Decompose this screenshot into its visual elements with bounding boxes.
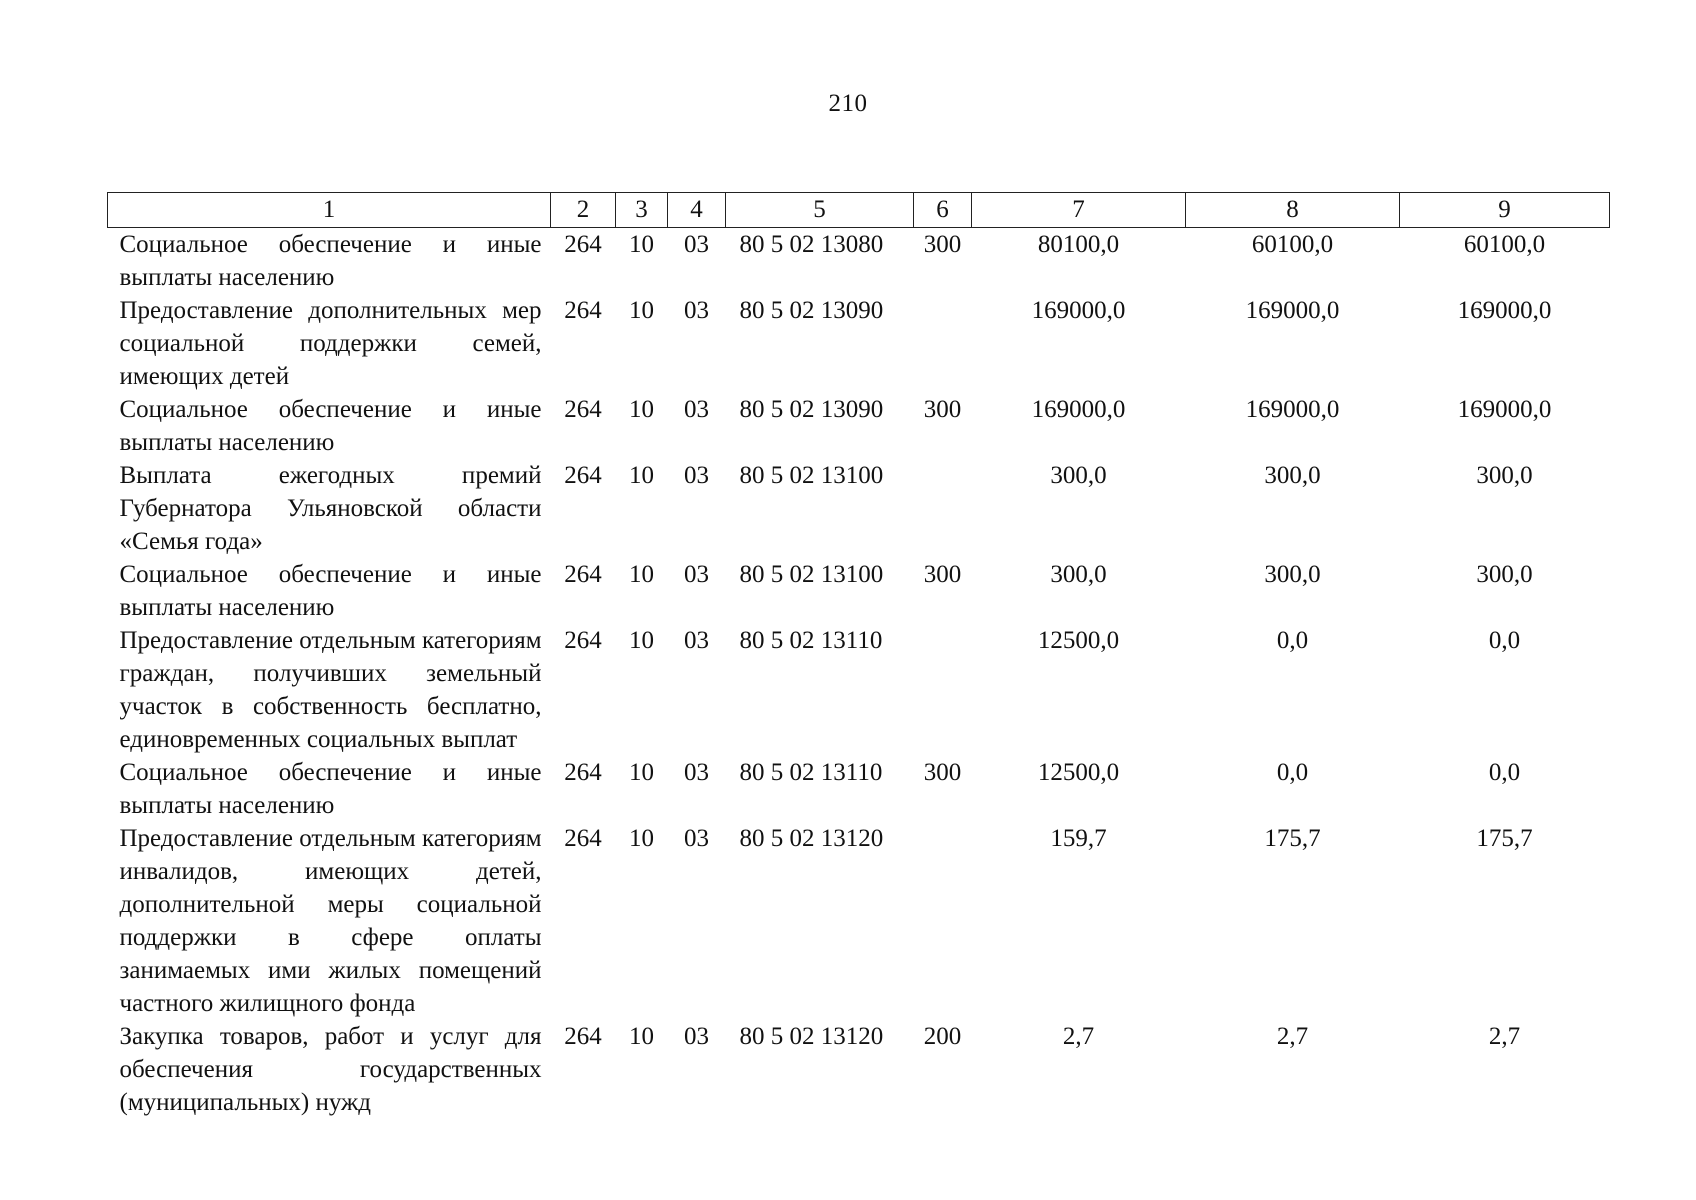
table-row (108, 624, 1610, 756)
column-header-6: 6 (914, 193, 972, 228)
cell-expense-type: 300 (923, 759, 962, 786)
cell-amount-7: 12500,0 (1037, 627, 1120, 654)
cell-section: 10 (629, 627, 654, 654)
table-row (108, 822, 1610, 1020)
cell-subsection: 03 (684, 396, 709, 423)
row-description: Предоставление отдельным категориям инвалидов, имеющих детей, дополнительной меры социальной поддержки в сфере оплаты занимаемых ими жилых помещений частного жилищного фонда (119, 825, 542, 1017)
cell-target-article: 80 5 02 13120 (739, 825, 884, 852)
cell-amount-8: 0,0 (1276, 627, 1309, 654)
column-header-5: 5 (726, 193, 914, 228)
table-row (108, 228, 1610, 295)
cell-section: 10 (629, 231, 654, 258)
cell-target-article: 80 5 02 13080 (739, 231, 884, 258)
cell-expense-type (914, 294, 972, 393)
column-header-9: 9 (1400, 193, 1610, 228)
cell-subsection: 03 (684, 297, 709, 324)
cell-amount-9: 175,7 (1476, 825, 1533, 852)
cell-section: 10 (629, 462, 654, 489)
cell-amount-7: 2,7 (1062, 1023, 1095, 1050)
cell-admin-code: 264 (564, 1023, 602, 1050)
cell-amount-9: 300,0 (1476, 561, 1533, 588)
cell-amount-8: 300,0 (1264, 561, 1321, 588)
cell-target-article: 80 5 02 13090 (739, 297, 884, 324)
cell-section: 10 (629, 297, 654, 324)
cell-expense-type (914, 822, 972, 1020)
cell-subsection: 03 (684, 825, 709, 852)
table-header (108, 193, 1610, 228)
cell-subsection: 03 (684, 231, 709, 258)
cell-admin-code: 264 (564, 627, 602, 654)
row-description: Социальное обеспечение и иные выплаты населению (119, 561, 542, 621)
column-header-7: 7 (972, 193, 1186, 228)
cell-amount-8: 169000,0 (1245, 297, 1340, 324)
table-row (108, 1020, 1610, 1119)
row-description: Предоставление отдельным категориям граждан, получивших земельный участок в собственность бесплатно, единовременных социальных выплат (119, 627, 542, 753)
cell-amount-7: 80100,0 (1037, 231, 1120, 258)
cell-target-article: 80 5 02 13100 (739, 561, 884, 588)
cell-target-article: 80 5 02 13120 (739, 1023, 884, 1050)
cell-amount-8: 300,0 (1264, 462, 1321, 489)
cell-admin-code: 264 (564, 759, 602, 786)
cell-amount-9: 0,0 (1488, 759, 1521, 786)
page-number: 210 (828, 90, 868, 117)
table-row (108, 393, 1610, 459)
budget-table (107, 192, 1610, 1119)
cell-amount-9: 60100,0 (1463, 231, 1546, 258)
table-row (108, 459, 1610, 558)
cell-section: 10 (629, 1023, 654, 1050)
cell-admin-code: 264 (564, 825, 602, 852)
row-description: Социальное обеспечение и иные выплаты населению (119, 396, 542, 456)
cell-target-article: 80 5 02 13110 (739, 759, 883, 786)
cell-amount-8: 60100,0 (1251, 231, 1334, 258)
cell-amount-7: 169000,0 (1031, 297, 1126, 324)
table-row (108, 756, 1610, 822)
cell-expense-type: 200 (923, 1023, 962, 1050)
cell-amount-7: 300,0 (1050, 462, 1107, 489)
table-row (108, 558, 1610, 624)
cell-amount-9: 169000,0 (1457, 396, 1552, 423)
cell-amount-7: 169000,0 (1031, 396, 1126, 423)
cell-section: 10 (629, 825, 654, 852)
column-header-2: 2 (551, 193, 616, 228)
cell-amount-8: 169000,0 (1245, 396, 1340, 423)
cell-target-article: 80 5 02 13090 (739, 396, 884, 423)
cell-amount-8: 0,0 (1276, 759, 1309, 786)
cell-amount-8: 2,7 (1276, 1023, 1309, 1050)
row-description: Закупка товаров, работ и услуг для обеспечения государственных (муниципальных) нужд (119, 1023, 542, 1116)
row-description: Социальное обеспечение и иные выплаты населению (119, 759, 542, 819)
cell-admin-code: 264 (564, 297, 602, 324)
cell-expense-type: 300 (923, 231, 962, 258)
cell-target-article: 80 5 02 13110 (739, 627, 883, 654)
cell-section: 10 (629, 396, 654, 423)
cell-subsection: 03 (684, 561, 709, 588)
cell-expense-type: 300 (923, 561, 962, 588)
row-description: Социальное обеспечение и иные выплаты населению (119, 231, 542, 291)
cell-amount-7: 159,7 (1050, 825, 1107, 852)
table-row (108, 294, 1610, 393)
cell-admin-code: 264 (564, 462, 602, 489)
cell-subsection: 03 (684, 759, 709, 786)
cell-amount-9: 2,7 (1488, 1023, 1521, 1050)
cell-admin-code: 264 (564, 396, 602, 423)
cell-section: 10 (629, 759, 654, 786)
table-body (108, 228, 1610, 1120)
header-row (108, 193, 1610, 228)
cell-target-article: 80 5 02 13100 (739, 462, 884, 489)
cell-expense-type (914, 459, 972, 558)
row-description: Выплата ежегодных премий Губернатора Ульяновской области «Семья года» (119, 462, 542, 555)
column-header-8: 8 (1186, 193, 1400, 228)
cell-admin-code: 264 (564, 561, 602, 588)
row-description: Предоставление дополнительных мер социальной поддержки семей, имеющих детей (119, 297, 542, 390)
column-header-3: 3 (616, 193, 668, 228)
cell-expense-type: 300 (923, 396, 962, 423)
cell-amount-7: 300,0 (1050, 561, 1107, 588)
cell-amount-9: 169000,0 (1457, 297, 1552, 324)
cell-amount-7: 12500,0 (1037, 759, 1120, 786)
cell-subsection: 03 (684, 1023, 709, 1050)
column-header-1: 1 (108, 193, 551, 228)
cell-admin-code: 264 (564, 231, 602, 258)
cell-expense-type (914, 624, 972, 756)
cell-subsection: 03 (684, 462, 709, 489)
cell-amount-9: 300,0 (1476, 462, 1533, 489)
column-header-4: 4 (668, 193, 726, 228)
cell-section: 10 (629, 561, 654, 588)
cell-amount-9: 0,0 (1488, 627, 1521, 654)
cell-subsection: 03 (684, 627, 709, 654)
cell-amount-8: 175,7 (1264, 825, 1321, 852)
